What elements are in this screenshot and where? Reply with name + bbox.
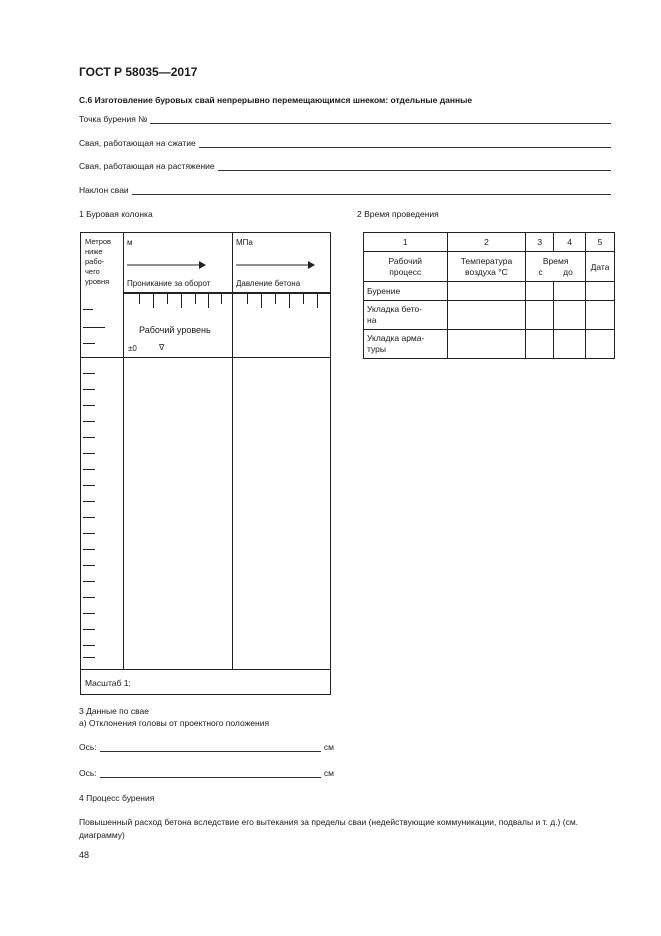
fill-line[interactable] [100,743,321,752]
unit-label: см [323,742,334,752]
column-divider [123,233,124,669]
fill-line[interactable] [218,162,611,171]
level-rule [81,357,331,358]
field-label: Наклон сваи [79,185,129,195]
document-header: ГОСТ Р 58035—2017 [79,65,198,79]
field-tilt [79,185,611,195]
table-row [364,282,615,301]
unit-label: см [323,768,334,778]
level-symbol: ∇ [159,343,165,352]
axis-field-1 [79,742,334,752]
fill-line[interactable] [132,186,611,195]
field-tension [79,161,611,171]
table-cell[interactable] [447,282,526,301]
field-label: Точка бурения № [79,114,148,124]
to-label: до [563,266,573,277]
table-cell[interactable] [447,301,526,330]
axis-label: Ось: [79,768,97,778]
table-header-cell: Температура воздуха °С [447,252,526,282]
table-header-cell-time [526,252,586,282]
column-divider [232,233,233,669]
table-header-cell: Рабочий процесс [364,252,448,282]
table-cell[interactable] [586,282,615,301]
pile-data-caption: 3 Данные по свае [79,706,149,716]
table-cell: 1 [364,233,448,252]
process-text: Повышенный расход бетона вследствие его вытекания за пределы сваи (недействующие коммуникации, подвалы и т. д.) (см. диаграмму) [79,817,579,840]
work-level-label: Рабочий уровень [139,325,211,335]
table-header-cell: Дата [586,252,615,282]
drill-column-box [80,232,331,695]
arrow-right-icon [127,260,207,270]
process-caption: 4 Процесс бурения [79,793,155,803]
field-drill-point [79,114,611,124]
table-row [364,330,615,359]
field-compression [79,138,611,148]
table-cell[interactable] [526,301,554,330]
time-table [363,232,615,359]
axis-label: Ось: [79,742,97,752]
unit-mpa: МПа [236,238,253,247]
depth-header: Метров ниже рабо- чего уровня [85,237,112,286]
axis-field-2 [79,768,334,778]
table-cell[interactable] [526,330,554,359]
table-cell: Укладка арма- туры [364,330,448,359]
section-title: С.6 Изготовление буровых свай непрерывно перемещающимся шнеком: отдельные данные [79,95,473,105]
table-cell[interactable] [554,282,586,301]
table-cell[interactable] [554,330,586,359]
zero-mark: ±0 [128,344,137,353]
table-cell[interactable] [586,301,615,330]
table-cell[interactable] [586,330,615,359]
time-label: Время [542,255,569,266]
arrow-right-icon [236,260,316,270]
table-cell: 3 [526,233,554,252]
time-caption: 2 Время проведения [357,209,439,219]
pile-data-sub: а) Отклонения головы от проектного положения [79,718,270,728]
fill-line[interactable] [199,139,611,148]
column-caption: 1 Буровая колонка [79,209,153,219]
table-cell: Укладка бето- на [364,301,448,330]
unit-m: м [127,238,133,247]
header-rule [123,292,331,294]
scale-label: Масштаб 1: [85,678,131,688]
from-label: с [538,266,543,277]
table-row [364,233,615,252]
table-row [364,252,615,282]
table-cell: Бурение [364,282,448,301]
table-cell: 2 [447,233,526,252]
penetration-label: Проникание за оборот [127,279,211,288]
scale-rule [81,669,331,670]
table-cell: 4 [554,233,586,252]
table-row [364,301,615,330]
page-number: 48 [79,850,90,860]
pressure-label: Давление бетона [236,279,301,288]
field-label: Свая, работающая на растяжение [79,161,215,171]
field-label: Свая, работающая на сжатие [79,138,196,148]
table-cell[interactable] [447,330,526,359]
fill-line[interactable] [100,769,321,778]
fill-line[interactable] [150,115,611,124]
table-cell: 5 [586,233,615,252]
table-cell[interactable] [526,282,554,301]
table-cell[interactable] [554,301,586,330]
